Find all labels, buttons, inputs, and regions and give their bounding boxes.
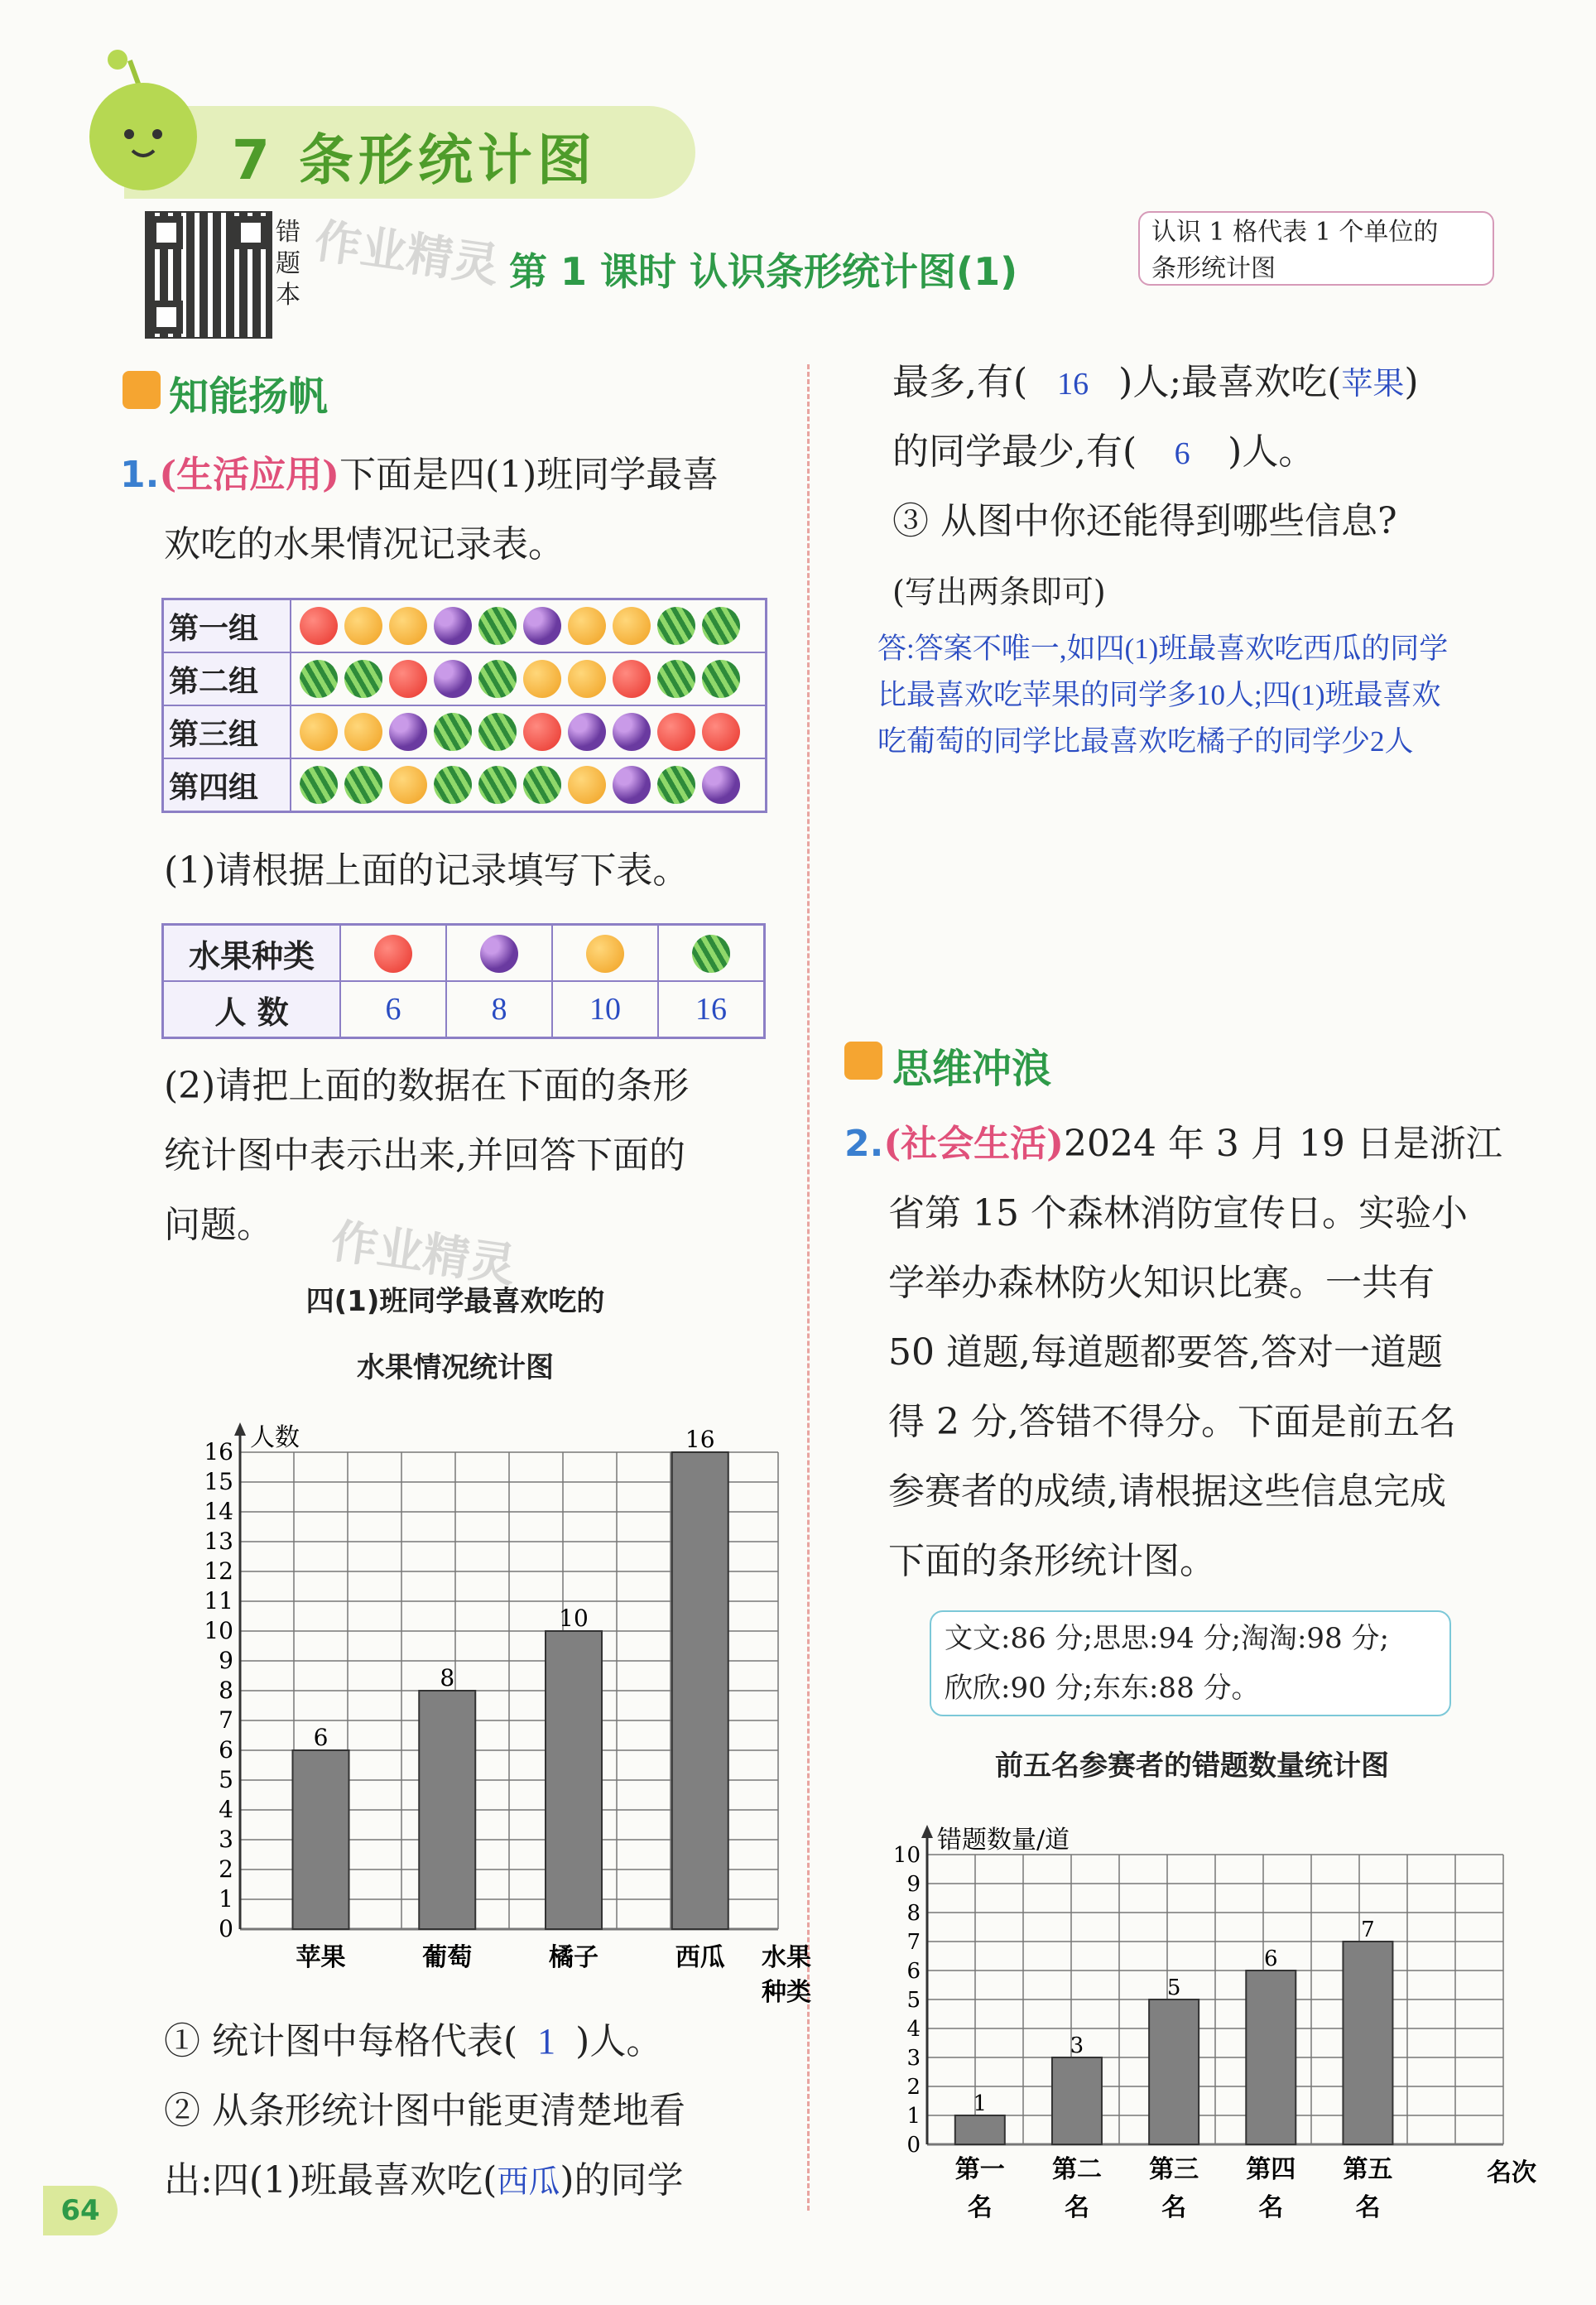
question-text: ① 统计图中每格代表( (164, 2020, 518, 2062)
watermelon-icon (478, 713, 517, 751)
question-text: )人;最喜欢吃( (1118, 361, 1342, 403)
chart-1-title: 四(1)班同学最喜欢吃的 (305, 1285, 605, 1318)
apple-icon (613, 660, 651, 698)
fruit-count-table (161, 923, 766, 1039)
apple-icon (657, 713, 695, 751)
sub-question-1: (1)请根据上面的记录填写下表。 (164, 849, 690, 892)
y-tick-label: 7 (219, 1706, 233, 1734)
mistakes-bar-chart (877, 1797, 1540, 2227)
y-tick-label: 9 (219, 1647, 233, 1674)
y-axis-label: 错题数量/道 (937, 1826, 1070, 1855)
y-tick-label: 10 (892, 1843, 921, 1868)
watermelon-icon (478, 660, 517, 698)
bar-1 (293, 1750, 349, 1929)
y-tick-label: 10 (204, 1617, 233, 1644)
apple-icon (374, 935, 412, 973)
question-circle-1 (164, 2007, 662, 2076)
y-tick-label: 3 (906, 2046, 921, 2071)
fruit-bar-chart (166, 1399, 811, 2012)
answer-line: 比最喜欢吃苹果的同学多10人;四(1)班最喜欢 (877, 679, 1441, 711)
watermelon-icon (344, 766, 382, 804)
question-tag: (生活应用) (159, 454, 339, 496)
y-tick-label: 3 (219, 1826, 233, 1853)
group-label: 第三组 (163, 705, 291, 758)
sub-question-2: 问题。 (164, 1204, 273, 1246)
fruit-cell (446, 925, 552, 982)
orange-icon (389, 766, 427, 804)
bar-4 (1246, 1971, 1296, 2144)
apple-icon (523, 713, 561, 751)
grape-icon (568, 713, 606, 751)
answer-text (877, 626, 1448, 765)
scores-info-box (930, 1610, 1451, 1716)
x-axis-label: 种类 (762, 1978, 811, 2007)
count-header-row (163, 925, 765, 982)
x-tick-label: 第五 (1343, 2155, 1393, 2184)
chapter-title: 7 条形统计图 (232, 128, 597, 192)
question-note: (写出两条即可) (892, 574, 1106, 610)
bar-1 (955, 2115, 1005, 2144)
bar-value-label: 16 (685, 1426, 715, 1453)
apple-icon (300, 607, 338, 645)
question-text: 学举办森林防火知识比赛。一共有 (888, 1262, 1435, 1304)
x-tick-label: 第一 (954, 2155, 1005, 2184)
chart-2-title: 前五名参赛者的错题数量统计图 (995, 1749, 1389, 1783)
y-tick-label: 16 (204, 1438, 233, 1465)
bar-2 (1052, 2057, 1102, 2144)
y-tick-label: 2 (219, 1855, 233, 1883)
question-circle-2 (164, 2146, 684, 2217)
y-tick-label: 13 (204, 1528, 233, 1555)
bar-2 (419, 1691, 475, 1929)
question-tag: (社会生活) (883, 1123, 1064, 1165)
watermelon-icon (657, 766, 695, 804)
watermelon-icon (657, 607, 695, 645)
objective-line: 条形统计图 (1151, 254, 1276, 283)
count-row-label: 人 数 (163, 981, 341, 1038)
y-axis-label: 人数 (250, 1423, 300, 1452)
x-tick-label: 第四 (1246, 2155, 1296, 2184)
watermark: 作业精灵 (327, 1214, 519, 1294)
x-tick-label: 名 (1161, 2193, 1187, 2222)
question-circle-2-cont (892, 417, 1315, 488)
y-tick-label: 12 (204, 1557, 233, 1585)
question-1-intro (120, 440, 719, 510)
bar-value-label: 1 (973, 2091, 988, 2116)
watermelon-icon (692, 935, 730, 973)
x-tick-label: 第三 (1149, 2155, 1199, 2184)
lesson-title: 第 1 课时 认识条形统计图(1) (509, 249, 1018, 294)
record-row (163, 599, 767, 653)
watermelon-icon (344, 660, 382, 698)
grape-icon (389, 713, 427, 751)
x-tick-label: 第二 (1051, 2155, 1102, 2184)
y-tick-label: 1 (219, 1885, 233, 1913)
count-value-row (163, 981, 765, 1038)
group-label: 第四组 (163, 758, 291, 812)
y-tick-label: 7 (906, 1930, 921, 1955)
y-tick-label: 5 (219, 1766, 233, 1793)
group-fruits (291, 652, 767, 705)
group-fruits (291, 599, 767, 653)
question-circle-2-cont (892, 348, 1419, 419)
watermelon-icon (657, 660, 695, 698)
orange-icon (344, 607, 382, 645)
y-tick-label: 9 (906, 1872, 921, 1897)
objective-line: 认识 1 格代表 1 个单位的 (1151, 218, 1439, 247)
orange-icon (568, 766, 606, 804)
y-axis-arrow (921, 1825, 933, 1838)
watermelon-icon (434, 713, 472, 751)
fruit-record-table (161, 598, 767, 813)
page-number: 64 (43, 2186, 118, 2235)
watermelon-icon (478, 607, 517, 645)
y-tick-label: 6 (219, 1736, 233, 1764)
bar-value-label: 3 (1070, 2033, 1084, 2058)
sub-question-2: 统计图中表示出来,并回答下面的 (164, 1134, 685, 1177)
y-tick-label: 0 (906, 2133, 921, 2158)
wave-icon (844, 1042, 882, 1080)
lesson-objective (1138, 211, 1494, 286)
info-line: 欣欣:90 分;东东:88 分。 (945, 1672, 1260, 1705)
orange-icon (523, 660, 561, 698)
answer-blank: 1 (537, 2021, 556, 2062)
qr-label: 错题本 (276, 218, 300, 310)
y-axis-arrow (234, 1422, 246, 1436)
count-value-orange: 10 (552, 981, 658, 1038)
grape-icon (613, 766, 651, 804)
record-row (163, 652, 767, 705)
sail-icon (123, 371, 161, 409)
question-text: 得 2 分,答错不得分。下面是前五名 (888, 1401, 1456, 1443)
y-tick-label: 5 (906, 1988, 921, 2013)
x-tick-label: 西瓜 (675, 1943, 725, 1972)
info-line: 文文:86 分;思思:94 分;淘淘:98 分; (945, 1622, 1389, 1655)
orange-icon (389, 607, 427, 645)
orange-icon (568, 660, 606, 698)
question-number: 2. (844, 1123, 884, 1165)
grape-icon (702, 766, 740, 804)
group-label: 第一组 (163, 599, 291, 653)
question-text: 省第 15 个森林消防宣传日。实验小 (888, 1192, 1468, 1234)
answer-line: 答:答案不唯一,如四(1)班最喜欢吃西瓜的同学 (877, 633, 1449, 665)
x-axis-label: 名次 (1487, 2158, 1536, 2187)
x-tick-label: 名 (967, 2193, 993, 2222)
count-value-grape: 8 (446, 981, 552, 1038)
x-tick-label: 橘子 (549, 1943, 598, 1972)
orange-icon (344, 713, 382, 751)
y-tick-label: 15 (204, 1468, 233, 1495)
orange-icon (568, 607, 606, 645)
count-value-apple: 6 (340, 981, 446, 1038)
bar-5 (1343, 1942, 1392, 2144)
answer-blank: 苹果 (1341, 367, 1405, 402)
mascot-tip (108, 50, 127, 70)
watermelon-icon (300, 660, 338, 698)
watermelon-icon (702, 660, 740, 698)
grape-icon (434, 607, 472, 645)
y-tick-label: 8 (219, 1677, 233, 1704)
y-tick-label: 8 (906, 1901, 921, 1926)
answer-blank: 西瓜 (497, 2165, 560, 2200)
y-tick-label: 2 (906, 2075, 921, 2100)
bar-3 (546, 1631, 602, 1929)
section-heading: 知能扬帆 (169, 373, 329, 420)
question-text: ) (1404, 361, 1419, 403)
qr-code-icon[interactable] (145, 211, 272, 339)
bar-4 (672, 1452, 728, 1929)
y-tick-label: 4 (219, 1796, 233, 1823)
question-text: )的同学 (560, 2159, 684, 2202)
watermelon-icon (300, 766, 338, 804)
y-tick-label: 4 (906, 2017, 921, 2042)
grape-icon (613, 713, 651, 751)
bar-value-label: 6 (1264, 1946, 1278, 1971)
question-text: )人。 (1228, 431, 1315, 473)
watermelon-icon (523, 766, 561, 804)
mascot-face-icon (89, 83, 197, 190)
record-row (163, 758, 767, 812)
question-text: 最多,有( (892, 361, 1028, 403)
watermelon-icon (702, 607, 740, 645)
section-heading: 思维冲浪 (892, 1046, 1052, 1092)
question-text: 50 道题,每道题都要答,答对一道题 (888, 1331, 1443, 1374)
x-tick-label: 葡萄 (422, 1943, 473, 1972)
fruit-cell (658, 925, 765, 982)
fruit-cell (552, 925, 658, 982)
watermark: 作业精灵 (310, 214, 502, 294)
question-text: 欢吃的水果情况记录表。 (164, 523, 565, 565)
question-text: 下面的条形统计图。 (888, 1540, 1216, 1582)
y-tick-label: 6 (906, 1959, 921, 1984)
group-fruits (291, 705, 767, 758)
question-text: )人。 (575, 2020, 663, 2062)
y-tick-label: 0 (219, 1915, 233, 1942)
y-tick-label: 11 (204, 1587, 233, 1614)
question-circle-2: ② 从条形统计图中能更清楚地看 (164, 2090, 685, 2132)
qr-corner (234, 216, 267, 249)
x-tick-label: 名 (1064, 2193, 1089, 2222)
answer-line: 吃葡萄的同学比最喜欢吃橘子的同学少2人 (877, 725, 1414, 758)
question-text: 2024 年 3 月 19 日是浙江 (1063, 1123, 1502, 1165)
x-axis-label: 水果 (762, 1943, 811, 1972)
qr-corner (150, 301, 183, 334)
x-tick-label: 名 (1355, 2193, 1381, 2222)
qr-corner (150, 216, 183, 249)
question-2-intro (844, 1109, 1502, 1179)
count-value-melon: 16 (658, 981, 765, 1038)
question-text: 出:四(1)班最喜欢吃( (164, 2159, 498, 2202)
bar-value-label: 10 (559, 1605, 589, 1632)
grape-icon (434, 660, 472, 698)
question-circle-3: ③ 从图中你还能得到哪些信息? (892, 500, 1397, 542)
x-tick-label: 名 (1258, 2193, 1284, 2222)
watermelon-icon (434, 766, 472, 804)
grape-icon (480, 935, 518, 973)
bar-value-label: 7 (1361, 1918, 1375, 1942)
bar-3 (1149, 1999, 1199, 2144)
apple-icon (702, 713, 740, 751)
orange-icon (613, 607, 651, 645)
x-tick-label: 苹果 (296, 1943, 346, 1972)
question-text: 参赛者的成绩,请根据这些信息完成 (888, 1470, 1446, 1513)
question-text: 的同学最少,有( (892, 431, 1137, 473)
answer-blank: 6 (1174, 436, 1190, 471)
orange-icon (586, 935, 624, 973)
bar-value-label: 5 (1166, 1975, 1181, 2000)
y-tick-label: 14 (204, 1498, 233, 1525)
watermelon-icon (478, 766, 517, 804)
answer-blank: 16 (1057, 367, 1089, 402)
bar-value-label: 6 (313, 1724, 329, 1751)
bar-value-label: 8 (440, 1664, 455, 1691)
y-tick-label: 1 (906, 2104, 921, 2129)
orange-icon (300, 713, 338, 751)
mascot-icon (89, 83, 197, 190)
question-text: 下面是四(1)班同学最喜 (339, 454, 719, 496)
chart-1-subtitle: 水果情况统计图 (357, 1351, 554, 1384)
group-label: 第二组 (163, 652, 291, 705)
question-number: 1. (120, 454, 160, 496)
record-row (163, 705, 767, 758)
apple-icon (389, 660, 427, 698)
group-fruits (291, 758, 767, 812)
grape-icon (523, 607, 561, 645)
count-header-label: 水果种类 (163, 925, 341, 982)
sub-question-2: (2)请把上面的数据在下面的条形 (164, 1065, 690, 1107)
fruit-cell (340, 925, 446, 982)
